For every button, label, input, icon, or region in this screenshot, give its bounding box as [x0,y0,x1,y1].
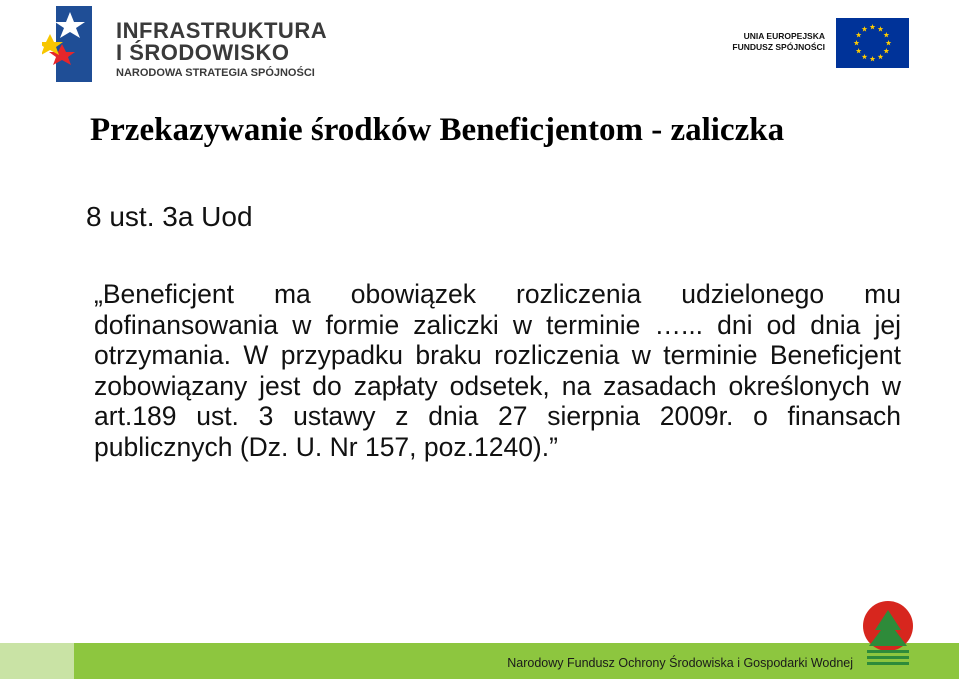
eu-label-line-1: UNIA EUROPEJSKA [743,31,825,41]
brand-line-3: NARODOWA STRATEGIA SPÓJNOŚCI [116,67,315,79]
eu-label [732,31,825,53]
slide-subtitle: 8 ust. 3a Uod [86,201,253,232]
brand-line-1: INFRASTRUKTURA [116,18,328,43]
brand-line-2: I ŚRODOWISKO [116,40,290,65]
slide-body-text: „Beneficjent ma obowiązek rozliczenia udzielonego mu dofinansowania w formie zaliczki w terminie …... dni od dnia jej otrzymania. W przypadku braku rozliczenia w terminie Beneficjent zobowiązany jest do zapłaty odsetek, na zasadach określonych w art.189 ust. 3 ustawy z dnia 27 sierpnia 2009r. o finansach publicznych (Dz. U. Nr 157, poz.1240).” [94,279,901,462]
infrastruktura-emblem-icon [42,4,104,84]
slide-title: Przekazywanie środków Beneficjentom - zaliczka [90,112,785,148]
eu-flag-icon [836,18,909,68]
footer-text: Narodowy Fundusz Ochrony Środowiska i Gospodarki Wodnej [507,656,853,670]
nfosigw-logo-icon [857,600,919,672]
footer-accent-block [0,643,74,679]
infrastruktura-logo [42,4,328,84]
eu-label-line-2: FUNDUSZ SPÓJNOŚCI [732,42,825,52]
